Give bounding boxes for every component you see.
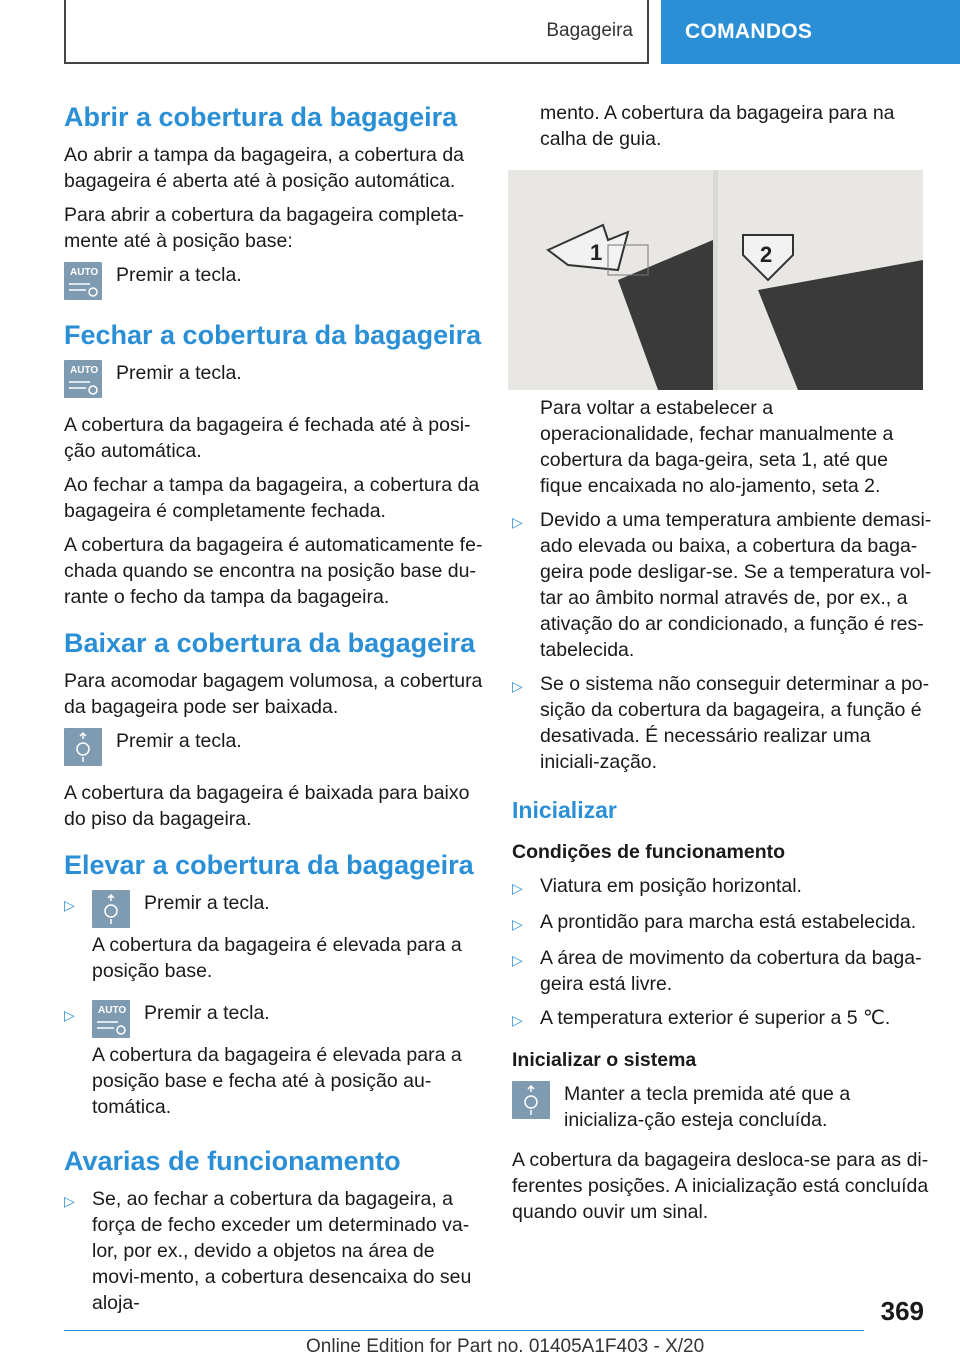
triangle-bullet-icon: ▷	[64, 897, 75, 913]
footer-divider	[64, 1330, 864, 1331]
heading-lower-cover: Baixar a cobertura da bagageira	[64, 628, 476, 658]
key-instruction	[64, 262, 484, 300]
heading-initialize: Inicializar	[512, 797, 617, 823]
auto-key-icon	[92, 1000, 130, 1038]
key-instruction	[512, 1081, 932, 1133]
key-text: Premir a tecla.	[144, 892, 270, 914]
heading-initialize-system: Inicializar o sistema	[512, 1049, 697, 1071]
heading-conditions: Condições de funcionamento	[512, 841, 786, 863]
paragraph: Para voltar a estabelecer a operacionalidade, fechar manualmente a cobertura da baga-geira, seta 1, até que fique encaixada no alo-jamento, seta 2.	[540, 397, 894, 497]
auto-key-icon	[64, 262, 102, 300]
key-instruction	[64, 728, 484, 766]
header-section	[64, 0, 649, 64]
list-item-text: Devido a uma temperatura ambiente demasi-ado elevada ou baixa, a cobertura da baga-geira pode desligar-se. Se a temperatura vol-tar ao âmbito normal através de, por ex., a ativação do ar condicionado, a função é res-tabelecida.	[540, 509, 932, 661]
svg-text:AUTO: AUTO	[98, 1005, 127, 1016]
triangle-bullet-icon: ▷	[512, 678, 523, 694]
list-item-text: A prontidão para marcha está estabelecida.	[540, 911, 917, 933]
left-column	[64, 100, 484, 1324]
paragraph-continued: mento. A cobertura da bagageira para na calha de guia.	[540, 102, 895, 150]
heading-raise-cover: Elevar a cobertura da bagageira	[64, 850, 474, 880]
paragraph: Para acomodar bagagem volumosa, a cobertura da bagageira pode ser baixada.	[64, 670, 483, 718]
cover-mount-figure	[508, 170, 923, 390]
key-text: Premir a tecla.	[116, 730, 242, 752]
header-chapter-title: COMANDOS	[685, 20, 813, 43]
triangle-bullet-icon: ▷	[512, 514, 523, 530]
triangle-bullet-icon: ▷	[512, 916, 523, 932]
figure-panel-2	[718, 170, 923, 390]
right-column-lower	[512, 395, 932, 1233]
svg-text:AUTO: AUTO	[70, 365, 99, 376]
paragraph: Ao abrir a tampa da bagageira, a cobertura da bagageira é aberta até à posição automática.	[64, 144, 465, 192]
figure-panel-1	[508, 170, 713, 390]
lift-key-icon	[64, 728, 102, 766]
heading-faults: Avarias de funcionamento	[64, 1146, 401, 1176]
key-instruction	[64, 360, 484, 398]
paragraph: Para abrir a cobertura da bagageira completa-mente até à posição base:	[64, 204, 464, 252]
auto-key-icon	[64, 360, 102, 398]
list-item-text: Se, ao fechar a cobertura da bagageira, a força de fecho exceder um determinado va-lor, por ex., devido a objetos na área de movi-mento, a cobertura desencaixa do seu aloja-	[92, 1188, 472, 1314]
list-item	[512, 671, 932, 775]
paragraph: A cobertura da bagageira é automaticamente fe-chada quando se encontra na posição base du-rante o fecho da tampa da bagageira.	[64, 534, 483, 608]
paragraph: A cobertura da bagageira é fechada até à posi-ção automática.	[64, 414, 471, 462]
triangle-bullet-icon: ▷	[512, 952, 523, 968]
paragraph: A cobertura da bagageira é elevada para a posição base e fecha até à posição au-tomática.	[92, 1044, 462, 1118]
list-item-text: A área de movimento da cobertura da baga-geira está livre.	[540, 947, 922, 995]
list-item	[512, 1005, 932, 1033]
list-item	[512, 873, 932, 901]
lift-key-icon	[92, 890, 130, 928]
list-item	[64, 1000, 484, 1128]
list-item	[512, 945, 932, 997]
triangle-bullet-icon: ▷	[512, 1012, 523, 1028]
key-text: Premir a tecla.	[116, 264, 242, 286]
figure-label: 2	[760, 242, 773, 267]
lift-key-icon	[512, 1081, 550, 1119]
header-chapter	[661, 0, 960, 64]
svg-text:AUTO: AUTO	[70, 267, 99, 278]
heading-close-cover: Fechar a cobertura da bagageira	[64, 320, 482, 350]
heading-open-cover: Abrir a cobertura da bagageira	[64, 102, 458, 132]
list-item-text: Viatura em posição horizontal.	[540, 875, 802, 897]
paragraph: A cobertura da bagageira é baixada para baixo do piso da bagageira.	[64, 782, 470, 830]
key-text: Manter a tecla premida até que a inicializa-ção esteja concluída.	[564, 1083, 851, 1131]
paragraph: A cobertura da bagageira desloca-se para as di-ferentes posições. A inicialização está concluída quando ouvir um sinal.	[512, 1149, 929, 1223]
list-item	[512, 909, 932, 937]
list-item	[512, 507, 932, 663]
triangle-bullet-icon: ▷	[512, 880, 523, 896]
figure-label: 1	[590, 240, 603, 265]
triangle-bullet-icon: ▷	[64, 1193, 75, 1209]
list-item-text: Se o sistema não conseguir determinar a po-sição da cobertura da bagageira, a função é desativada. É necessário realizar uma iniciali-zação.	[540, 673, 930, 773]
key-text: Premir a tecla.	[144, 1002, 270, 1024]
key-text: Premir a tecla.	[116, 362, 242, 384]
paragraph: A cobertura da bagageira é elevada para a posição base.	[92, 934, 462, 982]
footer-edition: Online Edition for Part no. 01405A1F403 - X/20	[306, 1336, 705, 1357]
list-item	[64, 1186, 484, 1316]
paragraph: Ao fechar a tampa da bagageira, a cobertura da bagageira é completamente fechada.	[64, 474, 480, 522]
list-item-text: A temperatura exterior é superior a 5 ℃.	[540, 1007, 891, 1029]
triangle-bullet-icon: ▷	[64, 1007, 75, 1023]
right-column	[512, 100, 932, 160]
header-section-title: Bagageira	[546, 20, 633, 41]
list-item	[64, 890, 484, 992]
page-number: 369	[880, 1296, 924, 1326]
